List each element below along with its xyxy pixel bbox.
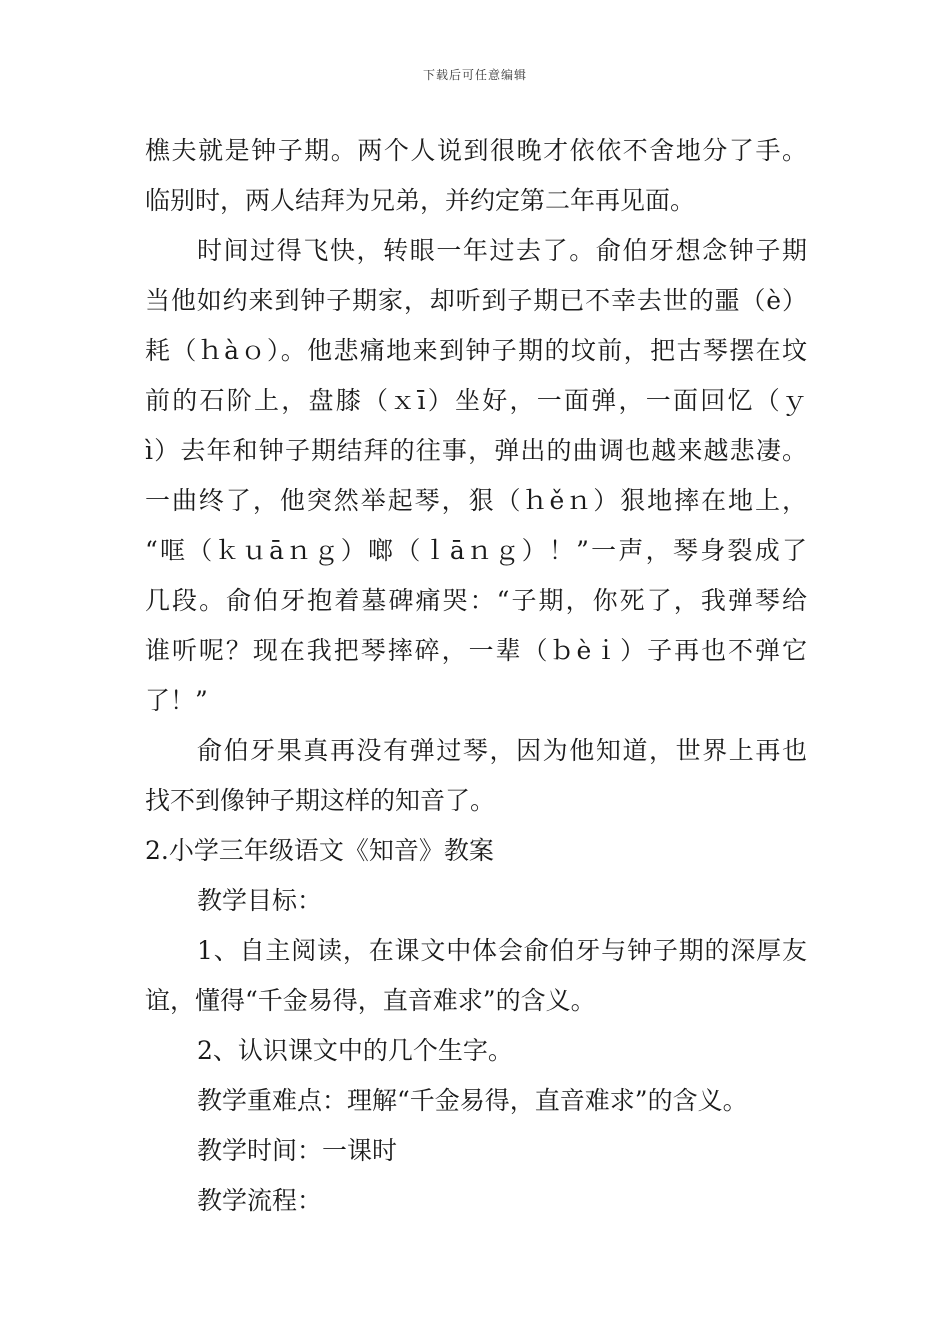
text-line: 几段。俞伯牙抱着墓碑痛哭：“子期，你死了，我弹琴给 xyxy=(145,586,807,615)
text-line: 了！” xyxy=(145,686,208,715)
text-line: 临别时，两人结拜为兄弟，并约定第二年再见面。 xyxy=(145,186,696,215)
text-line: 耗（ｈàｏ）。他悲痛地来到钟子期的坟前，把古琴摆在坟 xyxy=(145,336,807,365)
subheading-teaching-goals: 教学目标： xyxy=(197,886,323,915)
text-line: 找不到像钟子期这样的知音了。 xyxy=(145,786,496,815)
goal-item-2: 2、认识课文中的几个生字。 xyxy=(197,1036,513,1065)
section-heading: 2.小学三年级语文《知音》教案 xyxy=(145,836,494,865)
document-body xyxy=(145,126,807,1226)
text-line: “哐（ｋｕāｎｇ）啷（ｌāｎｇ）！”一声，琴身裂成了 xyxy=(145,536,807,565)
page-header-note: 下载后可任意编辑 xyxy=(422,68,527,82)
goal-item-1: 1、自主阅读，在课文中体会俞伯牙与钟子期的深厚友 xyxy=(197,936,807,965)
teaching-process-heading: 教学流程： xyxy=(197,1186,323,1215)
teaching-key-points: 教学重难点：理解“千金易得，直音难求”的含义。 xyxy=(197,1086,748,1115)
text-line: 樵夫就是钟子期。两个人说到很晚才依依不舍地分了手。 xyxy=(145,136,807,165)
text-line: ì）去年和钟子期结拜的往事，弹出的曲调也越来越悲凄。 xyxy=(145,436,807,465)
text-line: 前的石阶上，盘膝（ｘī）坐好，一面弹，一面回忆（ｙ xyxy=(145,386,807,415)
paragraph-start-line: 时间过得飞快，转眼一年过去了。俞伯牙想念钟子期 xyxy=(197,236,807,265)
paragraph-start-line: 俞伯牙果真再没有弹过琴，因为他知道，世界上再也 xyxy=(197,736,807,765)
text-line: 一曲终了，他突然举起琴，狠（ｈěｎ）狠地摔在地上， xyxy=(145,486,807,515)
text-line: 谊，懂得“千金易得，直音难求”的含义。 xyxy=(145,986,596,1015)
text-line: 当他如约来到钟子期家，却听到子期已不幸去世的噩（è） xyxy=(145,286,807,315)
teaching-time: 教学时间：一课时 xyxy=(197,1136,398,1165)
text-line: 谁听呢？现在我把琴摔碎，一辈（ｂèｉ）子再也不弹它 xyxy=(145,636,807,665)
